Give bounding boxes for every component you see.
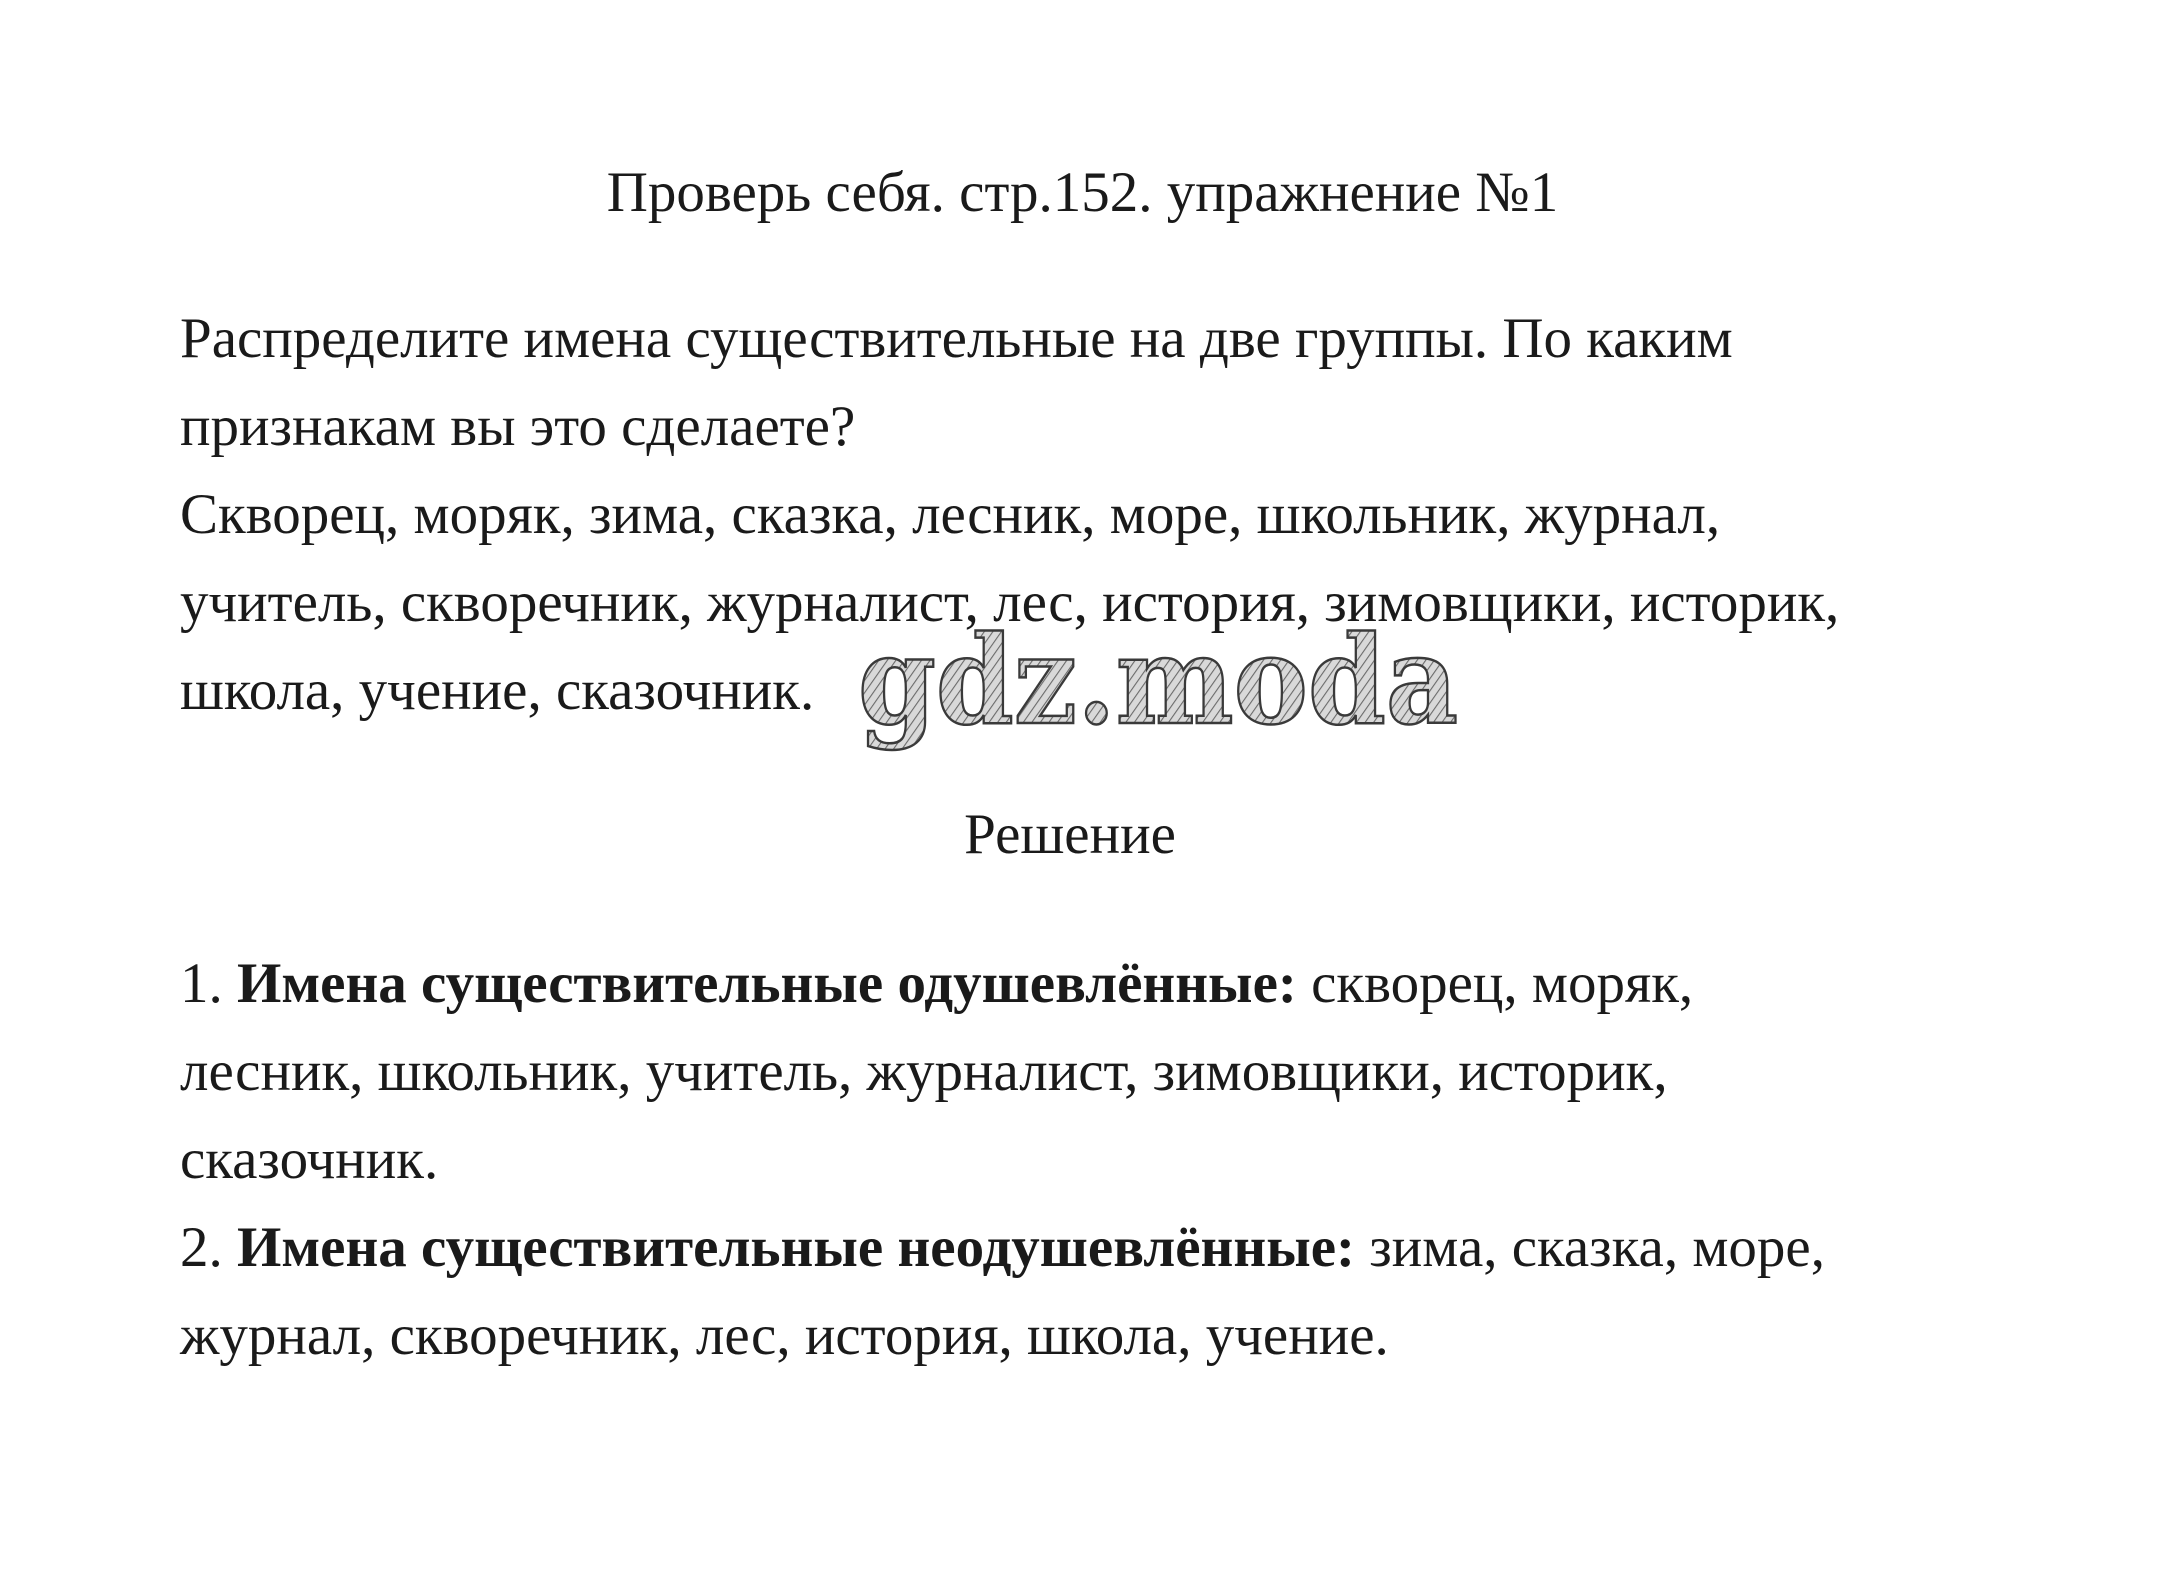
word-list-line: Скворец, моряк, зима, сказка, лесник, море, школьник, журнал, [180,483,1721,546]
answer-text: скворец, моряк, [1311,952,1694,1015]
watermark-text: gdz.moda [858,615,1458,752]
answer-text-line: сказочник. [180,1128,439,1191]
answer-label: Имена существительные одушевлённые: [237,952,1297,1015]
word-list-line: школа, учение, сказочник. [180,659,815,722]
answer-text-line: лесник, школьник, учитель, журналист, зимовщики, историк, [180,1040,1668,1103]
answer-item [180,1204,2080,1292]
answer-label: Имена существительные неодушевлённые: [237,1216,1355,1279]
watermark-logo [850,615,1470,765]
word-list-line: учитель, скворечник, журналист, лес, история, зимовщики, историк, [180,571,1840,634]
solution-heading: Решение [964,803,1176,866]
answer-item [180,940,2080,1028]
task-line: Распределите имена существительные на две группы. По каким [180,307,1733,370]
answer-number: 2. [180,1216,223,1279]
answer-number: 1. [180,952,223,1015]
answer-list [180,940,2080,1380]
answer-text: зима, сказка, море, [1369,1216,1825,1279]
task-line: признакам вы это сделаете? [180,395,856,458]
page-title: Проверь себя. стр.152. упражнение №1 [606,161,1559,224]
answer-text-line: журнал, скворечник, лес, история, школа, учение. [180,1304,1389,1367]
